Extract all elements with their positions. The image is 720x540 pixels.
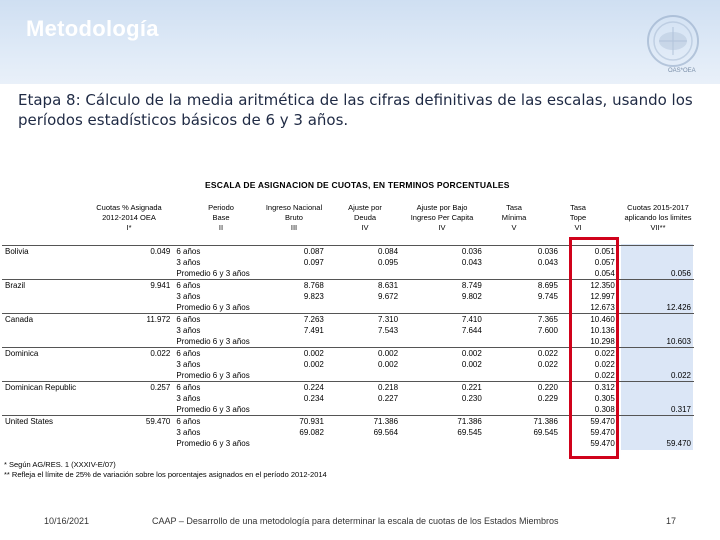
slide-title: Metodología [26, 16, 159, 41]
debt-adjustment-cell: 9.672 [378, 292, 399, 301]
minimum-rate-cell: 0.220 [485, 382, 561, 394]
oas-seal-logo [646, 14, 700, 68]
column-header-line: V [511, 223, 517, 232]
assigned-quota-cell [124, 393, 173, 404]
column-header-line: Tope [569, 213, 587, 222]
column-header [254, 203, 334, 233]
assigned-quota-cell [124, 370, 173, 382]
debt-adjustment-cell: 0.218 [327, 382, 401, 394]
period-cell: 6 años [173, 280, 252, 292]
minimum-rate-cell: 0.043 [537, 258, 558, 267]
final-quota-cell: 0.056 [670, 269, 691, 278]
gni-cell: 0.002 [253, 348, 327, 360]
country-name [2, 404, 124, 416]
gni-cell: 70.931 [253, 416, 327, 428]
minimum-rate-cell: 9.745 [537, 292, 558, 301]
column-header-line: IV [438, 223, 446, 232]
cap-rate-cell: 0.022 [561, 348, 618, 360]
assigned-quota-cell: 0.257 [124, 382, 173, 394]
column-header-line: Deuda [353, 213, 377, 222]
assigned-quota-cell: 11.972 [124, 314, 173, 326]
minimum-rate-cell: 71.386 [485, 416, 561, 428]
column-header [94, 203, 164, 233]
final-quota-cell [618, 257, 694, 268]
cap-rate-cell: 0.051 [561, 246, 618, 258]
cap-rate-cell: 0.022 [594, 360, 615, 369]
column-header-line: Base [212, 213, 230, 222]
final-quota-cell [618, 416, 694, 428]
assigned-quota-cell: 0.049 [124, 246, 173, 258]
minimum-rate-cell [485, 336, 561, 348]
gni-cell: 7.263 [253, 314, 327, 326]
low-income-adjustment-cell [401, 404, 485, 416]
low-income-adjustment-cell: 0.002 [401, 348, 485, 360]
country-name [2, 393, 124, 404]
cap-rate-cell: 10.298 [590, 337, 615, 346]
low-income-adjustment-cell: 69.545 [457, 428, 482, 437]
minimum-rate-cell: 0.022 [537, 360, 558, 369]
gni-cell: 7.491 [303, 326, 324, 335]
country-name [2, 302, 124, 314]
period-cell: 6 años [173, 314, 252, 326]
column-header-line: Tasa [570, 203, 586, 212]
country-name [2, 268, 124, 280]
step-description [18, 90, 698, 130]
final-quota-cell: 59.470 [666, 439, 691, 448]
debt-adjustment-cell [327, 336, 401, 348]
period-cell: Promedio 6 y 3 años [176, 269, 250, 278]
minimum-rate-cell: 7.600 [537, 326, 558, 335]
period-cell: 6 años [173, 382, 252, 394]
footer-page-number: 17 [666, 516, 677, 526]
column-header-line: IV [361, 223, 369, 232]
tope-column-highlight-box [569, 237, 619, 459]
low-income-adjustment-cell: 7.410 [401, 314, 485, 326]
country-name: Bolivia [2, 246, 124, 258]
country-name [2, 359, 124, 370]
minimum-rate-cell: 0.229 [537, 394, 558, 403]
gni-cell: 0.097 [303, 258, 324, 267]
cap-rate-cell: 10.136 [590, 326, 615, 335]
column-header-line: II [218, 223, 224, 232]
minimum-rate-cell [485, 404, 561, 416]
cap-rate-cell: 0.308 [594, 405, 615, 414]
country-name: Dominican Republic [2, 382, 124, 394]
final-quota-cell: 0.317 [670, 405, 691, 414]
cap-rate-cell: 12.997 [590, 292, 615, 301]
cap-rate-cell: 0.022 [594, 371, 615, 380]
column-header [402, 203, 482, 233]
gni-cell [253, 336, 327, 348]
low-income-adjustment-cell: 9.802 [461, 292, 482, 301]
country-name [2, 427, 124, 438]
debt-adjustment-cell [327, 370, 401, 382]
column-header [484, 203, 544, 233]
assigned-quota-cell [124, 268, 173, 280]
country-name [2, 336, 124, 348]
footer-date: 10/16/2021 [44, 516, 90, 526]
column-header-line: Ingreso Per Capita [410, 213, 474, 222]
low-income-adjustment-cell: 7.644 [461, 326, 482, 335]
gni-cell [253, 302, 327, 314]
final-quota-cell [618, 325, 694, 336]
country-name: United States [2, 416, 124, 428]
header-band [0, 0, 720, 84]
country-name [2, 438, 124, 449]
period-cell: 3 años [176, 258, 201, 267]
gni-cell: 0.234 [303, 394, 324, 403]
column-header [330, 203, 400, 233]
table-title: ESCALA DE ASIGNACION DE CUOTAS, EN TERMINOS PORCENTUALES [205, 180, 510, 190]
period-cell: 3 años [176, 292, 201, 301]
column-header-line: I* [126, 223, 132, 232]
debt-adjustment-cell: 0.227 [378, 394, 399, 403]
assigned-quota-cell [124, 291, 173, 302]
column-header-line: Bruto [285, 213, 303, 222]
final-quota-cell [618, 291, 694, 302]
cap-rate-cell: 0.305 [594, 394, 615, 403]
country-name: Canada [2, 314, 124, 326]
column-header-line: 2012-2014 OEA [102, 213, 156, 222]
country-name [2, 370, 124, 382]
gni-cell: 9.823 [303, 292, 324, 301]
debt-adjustment-cell: 69.564 [373, 428, 399, 437]
debt-adjustment-cell: 71.386 [327, 416, 401, 428]
final-quota-cell [618, 359, 694, 370]
period-cell: 3 años [176, 394, 201, 403]
column-header-line: Mínima [501, 213, 527, 222]
low-income-adjustment-cell [401, 438, 485, 449]
low-income-adjustment-cell: 0.036 [401, 246, 485, 258]
low-income-adjustment-cell [401, 336, 485, 348]
column-header-line: Ingreso Nacional [265, 203, 323, 212]
debt-adjustment-cell: 8.631 [327, 280, 401, 292]
country-name [2, 257, 124, 268]
final-quota-cell [618, 246, 694, 258]
low-income-adjustment-cell [401, 370, 485, 382]
column-header-line: Ajuste por Bajo [416, 203, 468, 212]
cap-rate-cell: 12.673 [590, 303, 615, 312]
final-quota-cell: 10.603 [666, 337, 691, 346]
minimum-rate-cell: 0.036 [485, 246, 561, 258]
minimum-rate-cell [485, 370, 561, 382]
gni-cell: 0.087 [253, 246, 327, 258]
column-header [548, 203, 608, 233]
cap-rate-cell: 0.312 [561, 382, 618, 394]
step-body: Cálculo de la media aritmética de las cifras definitivas de las escalas, usando los períodos estadísticos básicos de 6 y 3 años. [18, 91, 693, 129]
assigned-quota-cell [124, 257, 173, 268]
assigned-quota-cell: 9.941 [124, 280, 173, 292]
minimum-rate-cell [485, 268, 561, 280]
gni-cell [253, 404, 327, 416]
period-cell: 3 años [176, 326, 201, 335]
column-header [616, 203, 700, 233]
gni-cell [253, 438, 327, 449]
period-cell: Promedio 6 y 3 años [176, 439, 250, 448]
final-quota-cell [618, 393, 694, 404]
debt-adjustment-cell: 0.084 [327, 246, 401, 258]
column-header-line: aplicando los limites [624, 213, 692, 222]
column-header [186, 203, 256, 233]
country-name [2, 291, 124, 302]
period-cell: Promedio 6 y 3 años [176, 303, 250, 312]
minimum-rate-cell: 69.545 [533, 428, 558, 437]
column-header-line: Tasa [506, 203, 522, 212]
period-cell: 6 años [173, 348, 252, 360]
low-income-adjustment-cell: 71.386 [401, 416, 485, 428]
debt-adjustment-cell [327, 302, 401, 314]
column-header-line: III [290, 223, 298, 232]
assigned-quota-cell [124, 404, 173, 416]
cap-rate-cell: 59.470 [590, 428, 615, 437]
country-name: Dominica [2, 348, 124, 360]
debt-adjustment-cell: 0.002 [327, 348, 401, 360]
column-header-line: Cuotas % Asignada [96, 203, 162, 212]
final-quota-cell: 12.426 [666, 303, 691, 312]
footer-caption: CAAP – Desarrollo de una metodología para determinar la escala de cuotas de los Estados Miembros [152, 516, 559, 526]
gni-cell [253, 268, 327, 280]
gni-cell: 8.768 [253, 280, 327, 292]
minimum-rate-cell: 0.022 [485, 348, 561, 360]
period-cell: Promedio 6 y 3 años [176, 405, 250, 414]
low-income-adjustment-cell: 0.002 [461, 360, 482, 369]
country-name: Brazil [2, 280, 124, 292]
column-header-line: Periodo [208, 203, 234, 212]
assigned-quota-cell [124, 302, 173, 314]
table-note-2: ** Refleja el límite de 25% de variación sobre los porcentajes asignados en el período 2012-2014 [4, 470, 327, 479]
low-income-adjustment-cell: 0.043 [461, 258, 482, 267]
minimum-rate-cell: 8.695 [485, 280, 561, 292]
assigned-quota-cell: 0.022 [124, 348, 173, 360]
assigned-quota-cell [124, 325, 173, 336]
cap-rate-cell: 59.470 [561, 416, 618, 428]
column-header-line: Cuotas 2015-2017 [627, 203, 689, 212]
gni-cell: 0.002 [303, 360, 324, 369]
period-cell: 3 años [176, 428, 201, 437]
minimum-rate-cell: 7.365 [485, 314, 561, 326]
low-income-adjustment-cell: 0.221 [401, 382, 485, 394]
debt-adjustment-cell [327, 404, 401, 416]
table-note-1: * Según AG/RES. 1 (XXXIV-E/07) [4, 460, 116, 469]
cap-rate-cell: 12.350 [561, 280, 618, 292]
cap-rate-cell: 0.057 [594, 258, 615, 267]
column-header-line: VI [574, 223, 582, 232]
low-income-adjustment-cell: 8.749 [401, 280, 485, 292]
minimum-rate-cell [485, 302, 561, 314]
period-cell: 6 años [173, 246, 252, 258]
assigned-quota-cell [124, 427, 173, 438]
period-cell: 6 años [173, 416, 252, 428]
step-label: Etapa 8: [18, 91, 81, 109]
debt-adjustment-cell: 0.095 [378, 258, 399, 267]
gni-cell: 0.224 [253, 382, 327, 394]
low-income-adjustment-cell: 0.230 [461, 394, 482, 403]
assigned-quota-cell [124, 359, 173, 370]
assigned-quota-cell [124, 438, 173, 449]
gni-cell: 69.082 [299, 428, 324, 437]
cap-rate-cell: 59.470 [590, 439, 615, 448]
debt-adjustment-cell: 0.002 [378, 360, 399, 369]
final-quota-cell [618, 280, 694, 292]
debt-adjustment-cell: 7.310 [327, 314, 401, 326]
final-quota-cell [618, 348, 694, 360]
final-quota-cell [618, 427, 694, 438]
low-income-adjustment-cell [401, 302, 485, 314]
gni-cell [253, 370, 327, 382]
cap-rate-cell: 0.054 [594, 269, 615, 278]
period-cell: Promedio 6 y 3 años [176, 337, 250, 346]
debt-adjustment-cell: 7.543 [378, 326, 399, 335]
final-quota-cell [618, 314, 694, 326]
seal-caption: OAS*OEA [668, 68, 696, 74]
column-header-line: VII** [650, 223, 666, 232]
country-name [2, 325, 124, 336]
period-cell: Promedio 6 y 3 años [176, 371, 250, 380]
column-header-line: Ajuste por [348, 203, 382, 212]
assigned-quota-cell: 59.470 [124, 416, 173, 428]
minimum-rate-cell [485, 438, 561, 449]
period-cell: 3 años [176, 360, 201, 369]
assigned-quota-cell [124, 336, 173, 348]
debt-adjustment-cell [327, 438, 401, 449]
debt-adjustment-cell [327, 268, 401, 280]
low-income-adjustment-cell [401, 268, 485, 280]
final-quota-cell [618, 382, 694, 394]
cap-rate-cell: 10.460 [561, 314, 618, 326]
final-quota-cell: 0.022 [670, 371, 691, 380]
